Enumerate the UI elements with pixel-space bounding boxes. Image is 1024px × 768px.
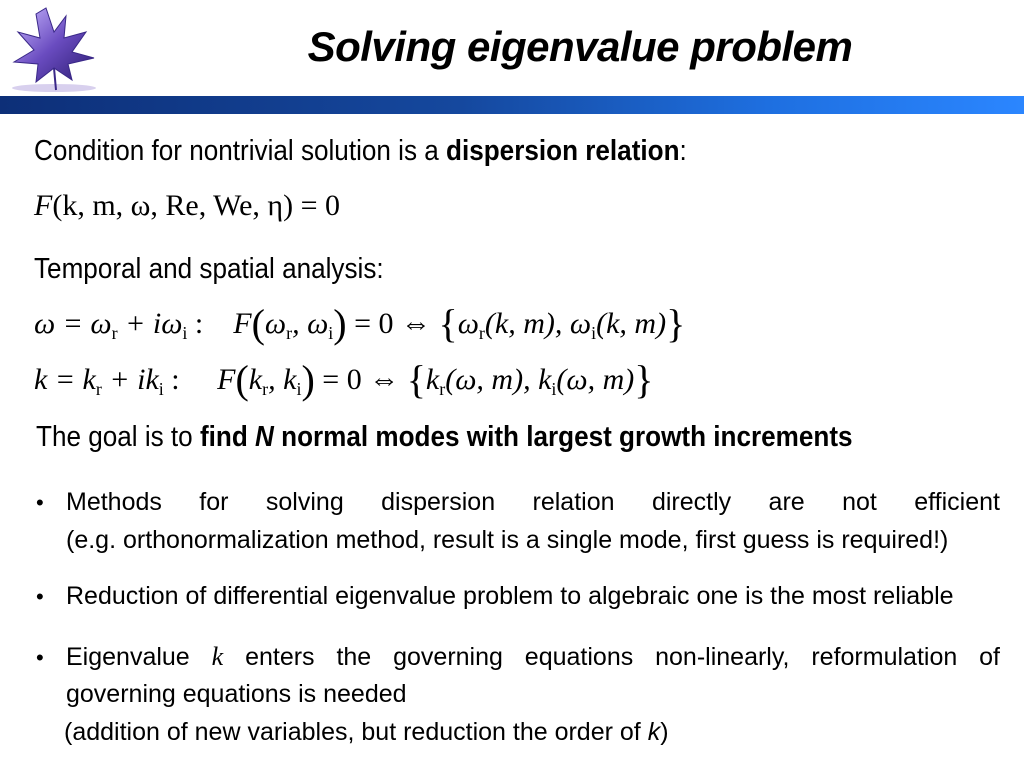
spatial-r: r	[262, 379, 269, 399]
temporal-F: F	[233, 307, 252, 340]
spatial-comma: , k	[268, 363, 297, 396]
temporal-def-i: i	[182, 323, 188, 343]
page-title: Solving eigenvalue problem	[307, 23, 853, 70]
bullet-3-note-k: k	[647, 718, 661, 746]
bullet-3-marker: •	[36, 645, 44, 670]
bullet-3-prefix: Eigenvalue	[66, 643, 190, 671]
temporal-i: i	[328, 323, 334, 343]
temporal-spatial-heading: Temporal and spatial analysis:	[34, 253, 384, 285]
spatial-equation: $k = k_r + ik_i$ : $F(k_r$, $k_i) = 0$ ⇔ {$k_r(\omega$, m), $k_i(\omega$, m)}	[34, 357, 654, 402]
condition-suffix: :	[679, 135, 687, 167]
spatial-def-i: i	[158, 379, 164, 399]
bullet-3-note-prefix: (addition of new variables, but reduction the order of	[64, 718, 648, 746]
bullet-1-line2: (e.g. orthonormalization method, result is a single mode, first guess is required!)	[66, 526, 949, 554]
temporal-def-r: r	[111, 323, 118, 343]
goal-N: N	[255, 421, 274, 453]
eq-args: (k, m, ω, Re, We, η)	[52, 189, 294, 222]
goal-bold-1: find	[199, 421, 256, 453]
bullet-2-marker: •	[36, 584, 44, 609]
spatial-set-args1: (ω, m), k	[445, 363, 552, 396]
bullet-1-line1: Methods for solving dispersion relation directly are not efficient	[66, 488, 1000, 516]
temporal-eq: = 0 ⇔	[346, 307, 439, 340]
eq-F: F	[34, 189, 53, 222]
temporal-equation: $\omega = \omega_r + i\omega_i$ : $F(\omega_r$, $\omega_i) = 0$ ⇔ {$\omega_r(k$, m), $\omega_i(k$, m)}	[34, 301, 686, 346]
temporal-def: ω = ω	[34, 307, 112, 340]
spatial-def-plus: + ik	[101, 363, 159, 396]
temporal-comma: , ω	[292, 307, 329, 340]
goal-bold-2: normal modes with largest growth increments	[273, 421, 853, 453]
spatial-k: k	[248, 363, 263, 396]
temporal-set-args1: (k, m), ω	[484, 307, 592, 340]
goal-text	[36, 420, 853, 454]
temporal-set-i: i	[591, 323, 597, 343]
condition-text	[34, 134, 687, 168]
temporal-set-args2: (k, m)	[596, 307, 667, 340]
bullet-1-marker: •	[36, 490, 44, 515]
goal-prefix: The goal is to	[36, 421, 200, 453]
bullet-3-note	[64, 714, 998, 750]
eq-rhs: = 0	[293, 189, 341, 222]
bullet-3-line2: governing equations is needed	[66, 680, 407, 708]
temporal-omega: ω	[264, 307, 287, 340]
condition-bold: dispersion relation	[446, 135, 680, 167]
spatial-def: k = k	[34, 363, 96, 396]
spatial-set-r: r	[439, 379, 446, 399]
spatial-set-k: k	[425, 363, 440, 396]
bullet-3-rest: enters the governing equations non-linearly, reformulation of	[245, 643, 1000, 671]
condition-prefix: Condition for nontrivial solution is a	[34, 135, 447, 167]
spatial-set-i: i	[551, 379, 557, 399]
dispersion-equation	[34, 188, 340, 224]
bullet-3-note-suffix: )	[660, 718, 669, 746]
header-divider-bar	[0, 96, 1024, 114]
spatial-colon: :	[163, 363, 180, 396]
temporal-colon: :	[187, 307, 204, 340]
bullet-3-k: k	[211, 642, 224, 671]
maple-leaf-logo	[6, 2, 102, 94]
spatial-i: i	[296, 379, 302, 399]
spatial-set-args2: (ω, m)	[556, 363, 635, 396]
bullet-2-text: Reduction of differential eigenvalue problem to algebraic one is the most reliable	[66, 582, 954, 610]
temporal-def-plus: + iω	[117, 307, 183, 340]
temporal-set-omega: ω	[457, 307, 479, 340]
temporal-r: r	[286, 323, 293, 343]
spatial-eq: = 0 ⇔	[314, 363, 407, 396]
spatial-def-r: r	[95, 379, 102, 399]
bullet-3-line1	[66, 639, 1000, 675]
temporal-set-r: r	[478, 323, 485, 343]
spatial-F: F	[217, 363, 236, 396]
